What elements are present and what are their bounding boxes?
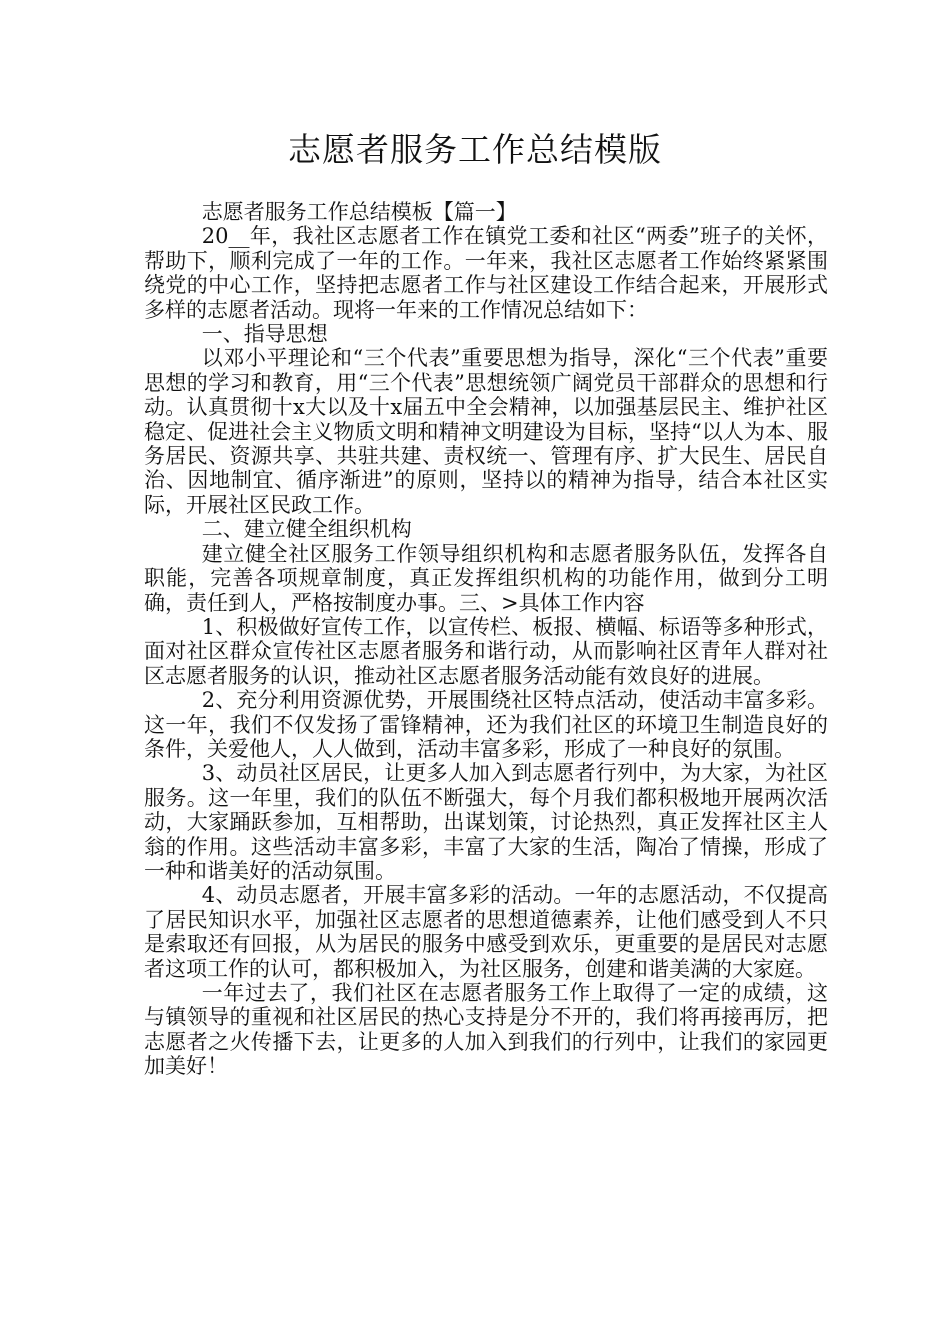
- document-title: 志愿者服务工作总结模版: [288, 130, 662, 169]
- list-item: 3、动员社区居民，让更多人加入到志愿者行列中，为大家，为社区服务。这一年里，我们的队伍不断强大，每个月我们都积极地开展两次活动，大家踊跃参加，互相帮助，出谋划策，讨论热烈，真正发挥社区主人翁的作用。这些活动丰富多彩，丰富了大家的生活，陶冶了情操，形成了一种和谐美好的活动氛围。: [144, 761, 828, 883]
- section-heading: 一、指导思想: [201, 322, 328, 347]
- section-heading: 志愿者服务工作总结模板【篇一】: [201, 200, 517, 224]
- list-item: 4、动员志愿者，开展丰富多彩的活动。一年的志愿活动，不仅提高了居民知识水平，加强社区志愿者的思想道德素养，让他们感受到人不只是索取还有回报，从为居民的服务中感受到欢乐，更重要的是居民对志愿者这项工作的认可，都积极加入，为社区服务，创建和谐美满的大家庭。: [144, 883, 828, 981]
- body-paragraph: 一年过去了，我们社区在志愿者服务工作上取得了一定的成绩，这与镇领导的重视和社区居民的热心支持是分不开的，我们将再接再厉，把志愿者之火传播下去，让更多的人加入到我们的行列中，让我们的家园更加美好！: [144, 981, 828, 1079]
- body-paragraph: 20__年，我社区志愿者工作在镇党工委和社区“两委”班子的关怀，帮助下，顺利完成了一年的工作。一年来，我社区志愿者工作始终紧紧围绕党的中心工作，坚持把志愿者工作与社区建设工作结合起来，开展形式多样的志愿者活动。现将一年来的工作情况总结如下：: [144, 224, 828, 322]
- document-body: [144, 200, 828, 1079]
- section-heading: 二、建立健全组织机构: [201, 517, 412, 542]
- body-paragraph: 建立健全社区服务工作领导组织机构和志愿者服务队伍，发挥各自职能，完善各项规章制度，真正发挥组织机构的功能作用，做到分工明确，责任到人，严格按制度办事。三、>具体工作内容: [144, 541, 828, 615]
- list-item: 1、积极做好宣传工作，以宣传栏、板报、横幅、标语等多种形式，面对社区群众宣传社区志愿者服务和谐行动，从而影响社区青年人群对社区志愿者服务的认识，推动社区志愿者服务活动能有效良好的进展。: [144, 614, 828, 688]
- list-item: 2、充分利用资源优势，开展围绕社区特点活动，使活动丰富多彩。这一年，我们不仅发扬了雷锋精神，还为我们社区的环境卫生制造良好的条件，关爱他人，人人做到，活动丰富多彩，形成了一种良好的氛围。: [144, 688, 828, 761]
- body-paragraph: 以邓小平理论和“三个代表”重要思想为指导，深化“三个代表”重要思想的学习和教育，用“三个代表”思想统领广阔党员干部群众的思想和行动。认真贯彻十x大以及十x届五中全会精神，以加强基层民主、维护社区稳定、促进社会主义物质文明和精神文明建设为目标，坚持“以人为本、服务居民、资源共享、共驻共建、责权统一、管理有序、扩大民生、居民自治、因地制宜、循序渐进”的原则，坚持以的精神为指导，结合本社区实际，开展社区民政工作。: [144, 346, 828, 517]
